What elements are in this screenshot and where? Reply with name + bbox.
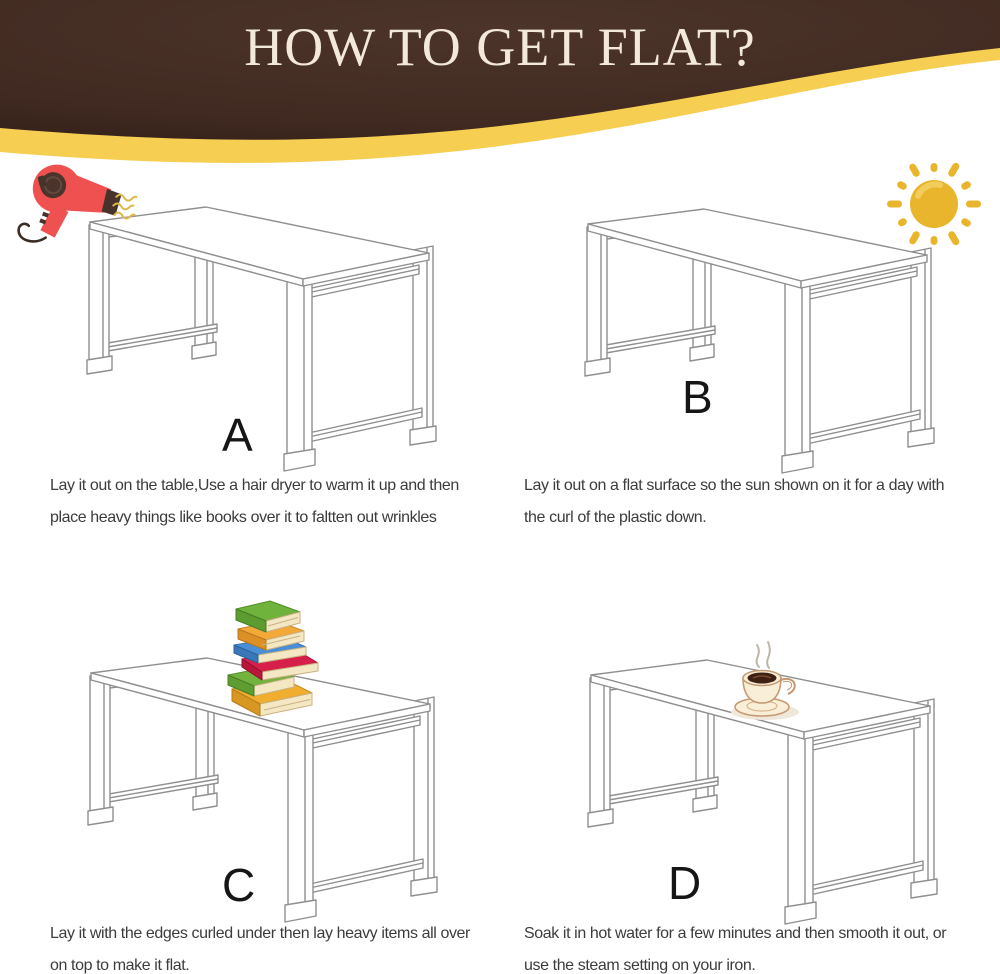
- section-d-line2: use the steam setting on your iron.: [524, 957, 756, 974]
- section-a-line1: Lay it out on the table,Use a hair dryer to warm it up and then: [50, 477, 459, 494]
- section-b-line1: Lay it out on a flat surface so the sun shown on it for a day with: [524, 477, 945, 494]
- section-b-label: B: [682, 371, 713, 423]
- section-b-line2: the curl of the plastic down.: [524, 509, 707, 526]
- section-a-description: [50, 470, 459, 534]
- section-c-label: C: [222, 859, 256, 911]
- sun-icon: [882, 152, 992, 260]
- page-title: HOW TO GET FLAT?: [244, 17, 756, 77]
- section-a-label: A: [222, 409, 253, 461]
- section-b-description: [524, 470, 944, 534]
- section-d-description: [524, 918, 946, 974]
- section-c-line1: Lay it with the edges curled under then lay heavy items all over: [50, 925, 470, 942]
- section-d-label: D: [668, 857, 702, 909]
- coffee-cup-icon: [712, 636, 818, 726]
- hair-dryer-icon: [10, 152, 140, 246]
- section-c-line2: on top to make it flat.: [50, 957, 190, 974]
- section-c-description: [50, 918, 470, 974]
- section-a-line2: place heavy things like books over it to faltten out wrinkles: [50, 509, 437, 526]
- books-icon: [208, 597, 328, 721]
- section-d-line1: Soak it in hot water for a few minutes and then smooth it out, or: [524, 925, 947, 942]
